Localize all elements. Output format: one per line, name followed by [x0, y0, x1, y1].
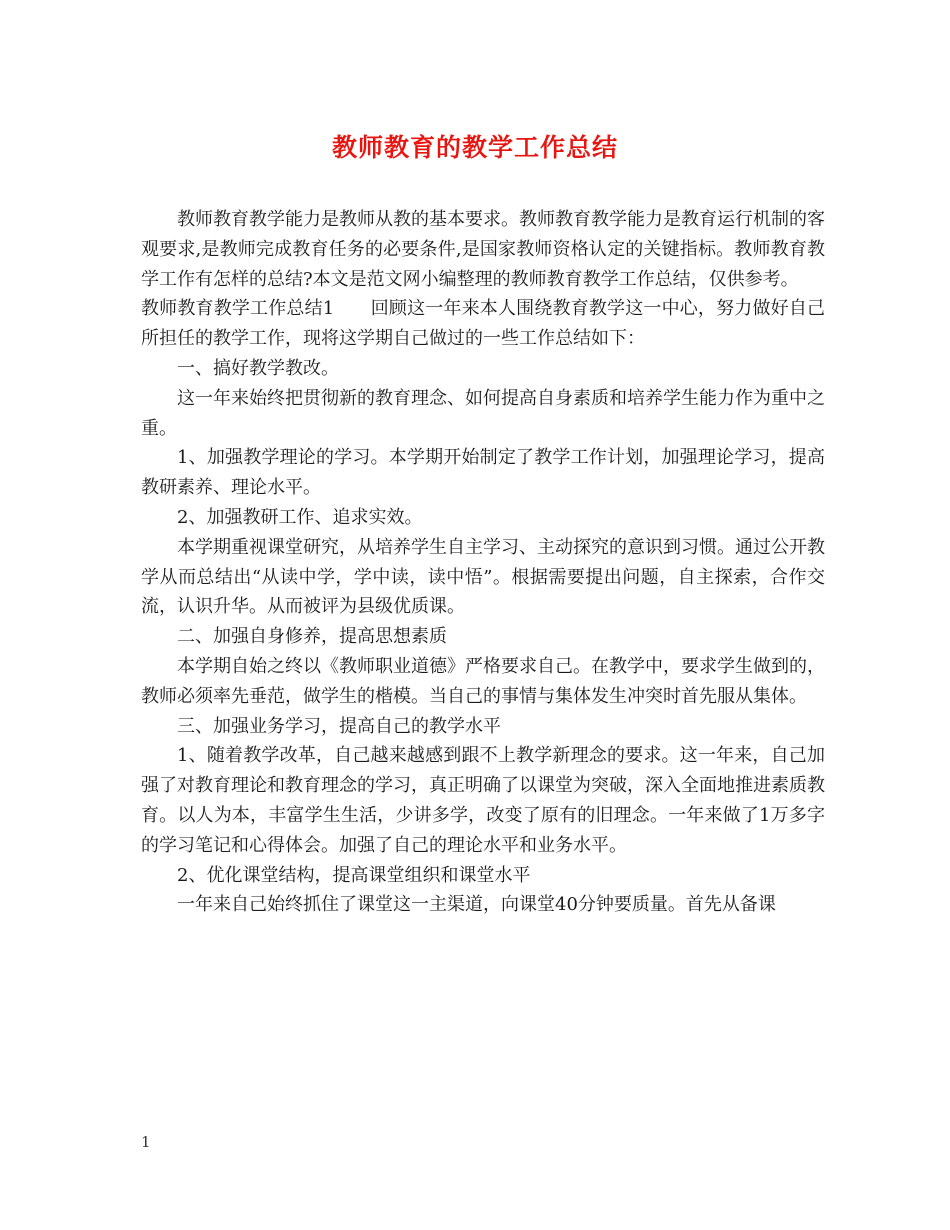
summary-1-paragraph: 教师教育教学工作总结1 回顾这一年来本人围绕教育教学这一中心，努力做好自己所担任的教学工作，现将这学期自己做过的一些工作总结如下： — [141, 298, 825, 350]
page-number: 1 — [141, 1133, 151, 1151]
document-title: 教师教育的教学工作总结 — [331, 133, 618, 162]
body-paragraph: 这一年来始终把贯彻新的教育理念、如何提高自身素质和培养学生能力作为重中之重。 — [141, 387, 825, 439]
body-paragraph: 2、加强教研工作、追求实效。 — [177, 506, 423, 528]
body-paragraph: 本学期自始之终以《教师职业道德》严格要求自己。在教学中，要求学生做到的，教师必须率先垂范，做学生的楷模。当自己的事情与集体发生冲突时首先服从集体。 — [141, 655, 825, 707]
document-body — [141, 205, 825, 920]
section-heading-2: 二、加强自身修养，提高思想素质 — [177, 626, 447, 648]
body-paragraph: 本学期重视课堂研究，从培养学生自主学习、主动探究的意识到习惯。通过公开教学从而总结出“从读中学，学中读，读中悟”。根据需要提出问题，自主探索，合作交流，认识升华。从而被评为县级优质课。 — [141, 536, 825, 618]
section-heading-3: 三、加强业务学习，提高自己的教学水平 — [177, 715, 501, 737]
body-paragraph: 一年来自己始终抓住了课堂这一主渠道，向课堂40分钟要质量。首先从备课 — [177, 894, 776, 916]
section-heading-1: 一、搞好教学教改。 — [177, 357, 339, 379]
body-paragraph: 2、优化课堂结构，提高课堂组织和课堂水平 — [177, 864, 531, 886]
intro-paragraph: 教师教育教学能力是教师从教的基本要求。教师教育教学能力是教育运行机制的客观要求,是教师完成教育任务的必要条件,是国家教师资格认定的关键指标。教师教育教学工作有怎样的总结?本文是范文网小编整理的教师教育教学工作总结，仅供参考。 — [141, 209, 825, 290]
body-paragraph: 1、加强教学理论的学习。本学期开始制定了教学工作计划，加强理论学习，提高教研素养、理论水平。 — [141, 447, 825, 499]
body-paragraph: 1、随着教学改革，自己越来越感到跟不上教学新理念的要求。这一年来，自己加强了对教育理论和教育理念的学习，真正明确了以课堂为突破，深入全面地推进素质教育。以人为本，丰富学生生活，少讲多学，改变了原有的旧理念。一年来做了1万多字的学习笔记和心得体会。加强了自己的理论水平和业务水平。 — [141, 745, 825, 856]
